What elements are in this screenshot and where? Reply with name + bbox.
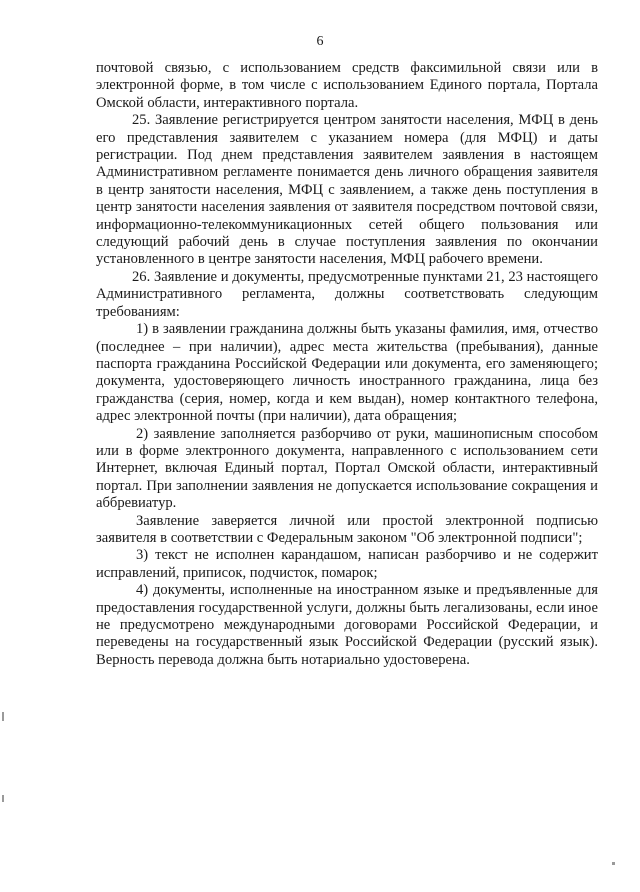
scan-artifact	[2, 795, 4, 802]
paragraph-subitem-1: 1) в заявлении гражданина должны быть указаны фамилия, имя, отчество (последнее – при наличии), адрес места жительства (пребывания), данные паспорта гражданина Российской Федерации или документа, его заменяющего; документа, удостоверяющего личность иностранного гражданина, лица без гражданства (серия, номер, когда и кем выдан), номер контактного телефона, адрес электронной почты (при наличии), дата обращения;	[96, 321, 598, 425]
paragraph-item-25: 25. Заявление регистрируется центром занятости населения, МФЦ в день его представления заявителем с указанием номера (для МФЦ) и даты регистрации. Под днем представления заявителем заявления в настоящем Административном регламенте понимается день личного обращения заявителя в центр занятости населения, МФЦ с заявлением, а также день поступления в центр занятости населения заявления от заявителя посредством почтовой связи, информационно-телекоммуникационных сетей общего пользования или следующий рабочий день в случае поступления заявления по окончании установленного в центре занятости населения, МФЦ рабочего времени.	[96, 112, 598, 268]
document-body	[96, 60, 598, 669]
scan-artifact	[612, 862, 615, 865]
paragraph-item-26: 26. Заявление и документы, предусмотренные пунктами 21, 23 настоящего Административного регламента, должны соответствовать следующим требованиям:	[96, 268, 598, 320]
paragraph-signature-note: Заявление заверяется личной или простой электронной подписью заявителя в соответствии с Федеральным законом "Об электронной подписи";	[96, 512, 598, 546]
paragraph-subitem-4: 4) документы, исполненные на иностранном языке и предъявленные для предоставления государственной услуги, должны быть легализованы, если иное не предусмотрено международными договорами Российской Федерации, и переведены на государственный язык Российской Федерации (русский язык). Верность перевода должна быть нотариально удостоверена.	[96, 582, 598, 668]
paragraph-subitem-3: 3) текст не исполнен карандашом, написан разборчиво и не содержит исправлений, приписок, подчисток, помарок;	[96, 547, 598, 581]
page-number: 6	[316, 34, 324, 49]
scan-artifact	[2, 712, 4, 721]
paragraph-continuation: почтовой связью, с использованием средств факсимильной связи или в электронной форме, в том числе с использованием Единого портала, Портала Омской области, интерактивного портала.	[96, 60, 598, 111]
paragraph-subitem-2: 2) заявление заполняется разборчиво от руки, машинописным способом или в форме электронного документа, направленного с использованием сети Интернет, включая Единый портал, Портал Омской области, интерактивный портал. При заполнении заявления не допускается использование сокращения и аббревиатур.	[96, 425, 598, 512]
